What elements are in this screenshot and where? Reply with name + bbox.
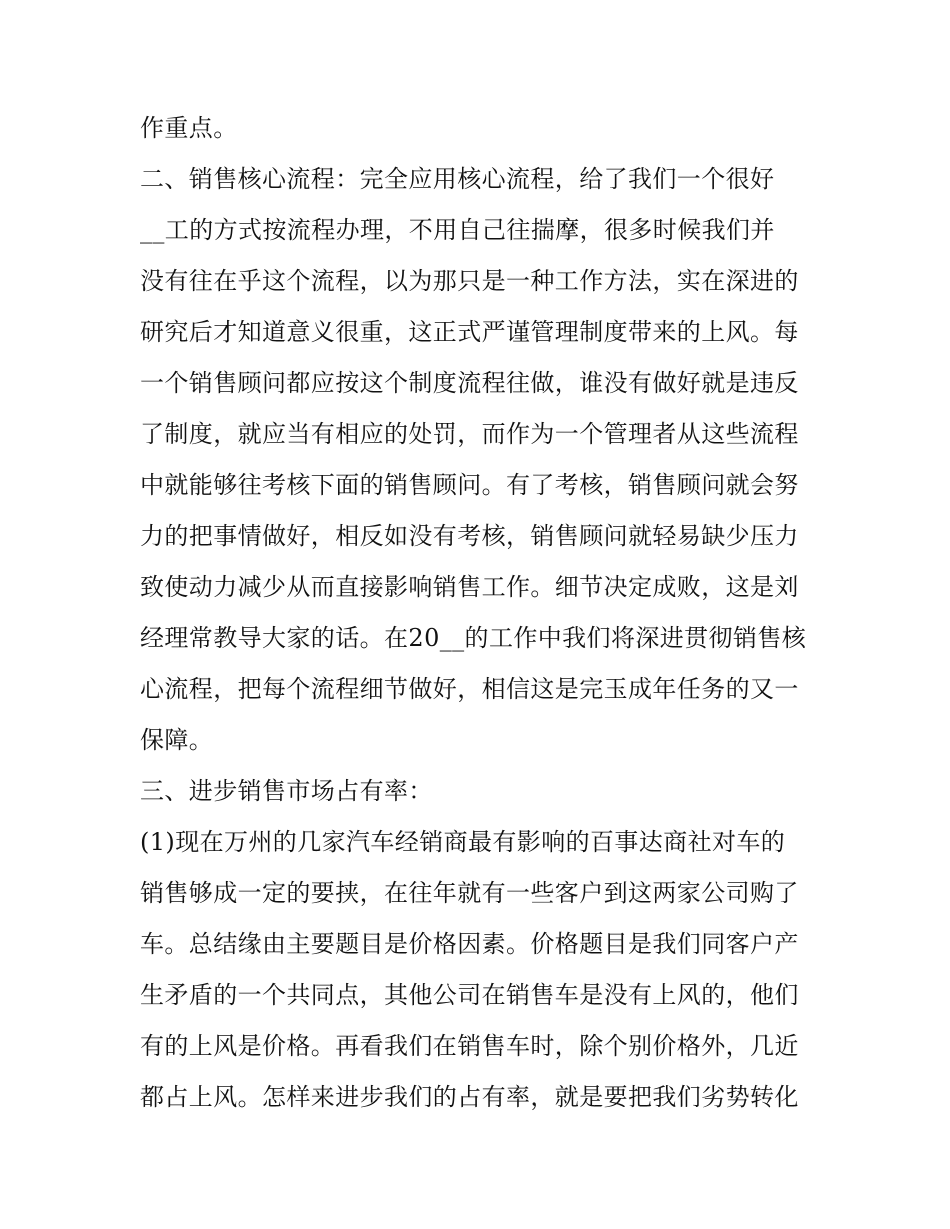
text-line: 心流程，把每个流程细节做好，相信这是完玉成年任务的又一 [140, 675, 799, 703]
text-line: (1)现在万州的几家汽车经销商最有影响的百事达商社对车的 [140, 828, 786, 856]
text-line: 经理常教导大家的话。在20__的工作中我们将深进贯彻销售核 [140, 624, 807, 652]
text-line: __工的方式按流程办理，不用自己往揣摩，很多时候我们并 [140, 216, 775, 244]
text-line: 力的把事情做好，相反如没有考核，销售顾问就轻易缺少压力 [140, 522, 799, 550]
section-heading-core-process: 二、销售核心流程：完全应用核心流程，给了我们一个很好 [140, 165, 775, 193]
text-line: 销售够成一定的要挟，在往年就有一些客户到这两家公司购了 [140, 879, 799, 907]
text-line: 保障。 [140, 726, 214, 754]
text-line: 作重点。 [140, 114, 238, 142]
text-line: 了制度，就应当有相应的处罚，而作为一个管理者从这些流程 [140, 420, 799, 448]
text-line: 中就能够往考核下面的销售顾问。有了考核，销售顾问就会努 [140, 471, 799, 499]
text-line: 研究后才知道意义很重，这正式严谨管理制度带来的上风。每 [140, 318, 799, 346]
text-line: 一个销售顾问都应按这个制度流程往做，谁没有做好就是违反 [140, 369, 799, 397]
text-line: 没有往在乎这个流程，以为那只是一种工作方法，实在深进的 [140, 267, 799, 295]
text-line: 车。总结缘由主要题目是价格因素。价格题目是我们同客户产 [140, 930, 799, 958]
text-line: 有的上风是价格。再看我们在销售车时，除个别价格外，几近 [140, 1032, 799, 1060]
section-heading-market-share: 三、进步销售市场占有率： [140, 777, 433, 805]
text-line: 都占上风。怎样来进步我们的占有率，就是要把我们劣势转化 [140, 1083, 799, 1111]
body-text [140, 108, 830, 1128]
text-line: 致使动力减少从而直接影响销售工作。细节决定成败，这是刘 [140, 573, 799, 601]
text-line: 生矛盾的一个共同点，其他公司在销售车是没有上风的，他们 [140, 981, 799, 1009]
